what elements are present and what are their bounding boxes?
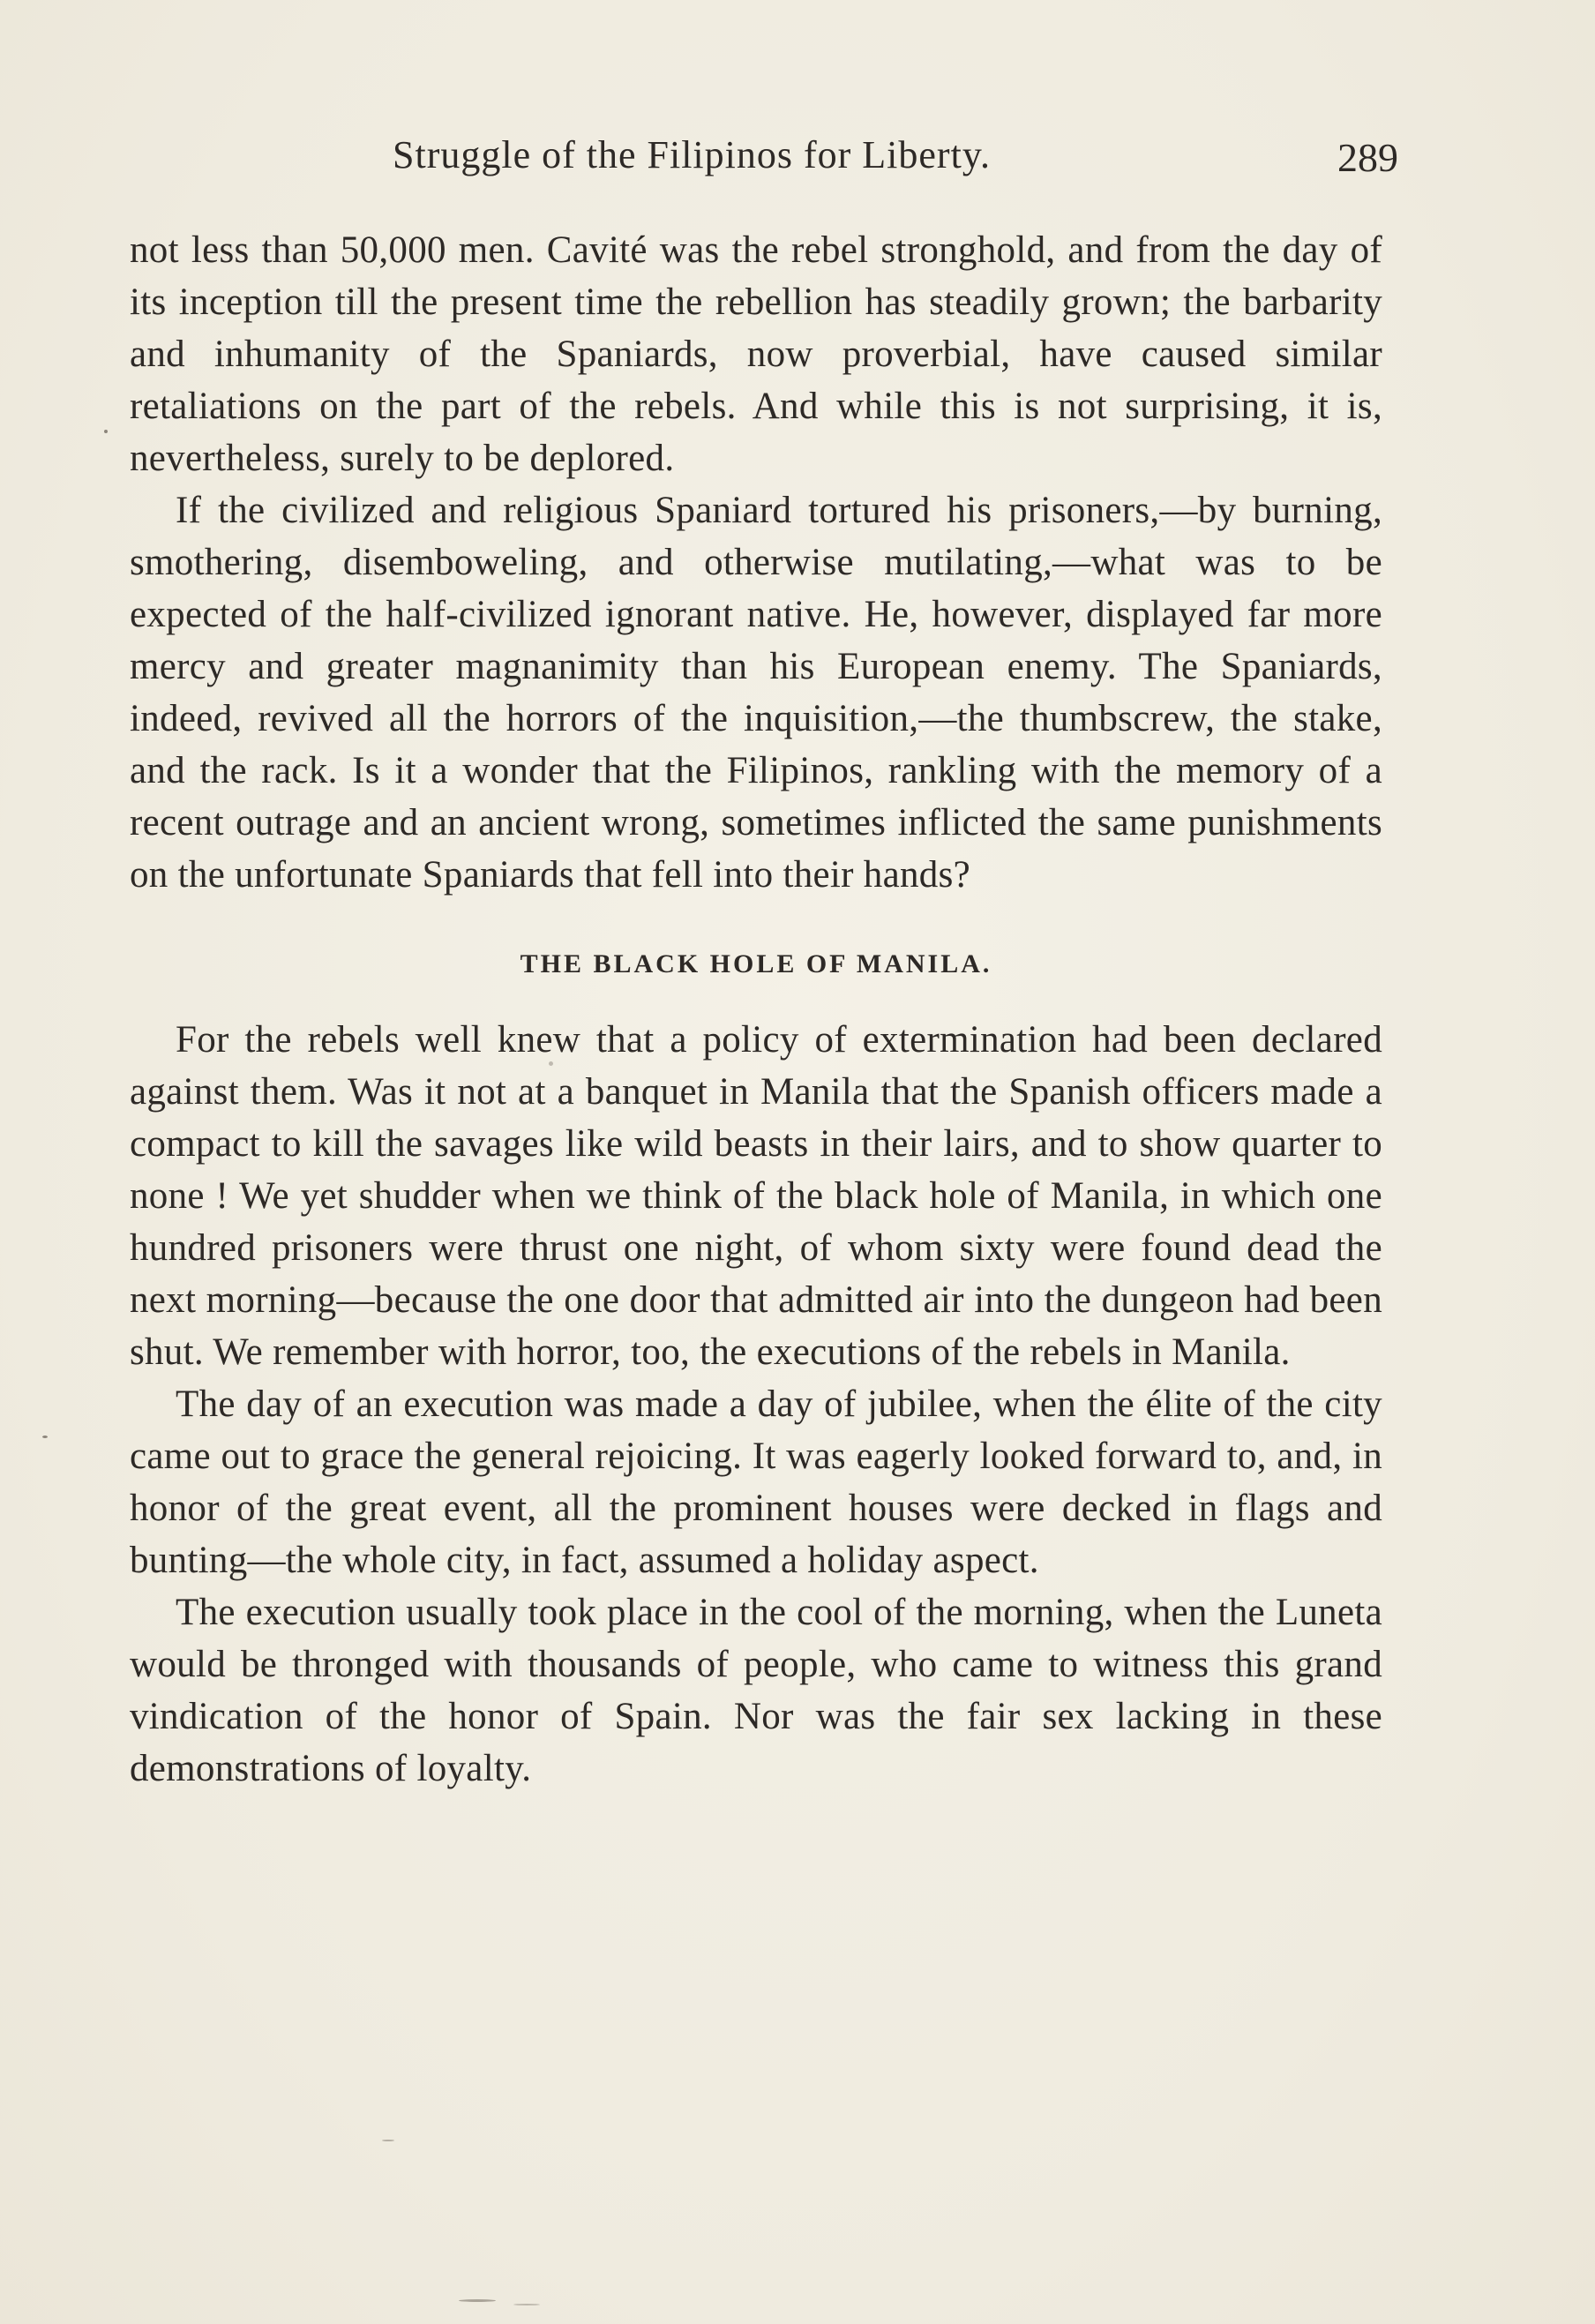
paragraph-continuation: not less than 50,000 men. Cavité was the rebel stronghold, and from the day of its inception till the present time the rebellion has steadily grown; the barbarity and inhumanity of the Spaniards, now proverbial, have caused similar retaliations on the part of the rebels. And while this is not surprising, it is, nevertheless, surely to be deplored. (130, 229, 1382, 479)
paper-speck (382, 2140, 394, 2141)
body-text (130, 224, 1382, 1795)
running-head (128, 132, 1398, 194)
paragraph-execution-day: The day of an execution was made a day of jubilee, when the élite of the city came out to grace the general rejoicing. It was eagerly looked forward to, and, in honor of the great event, all the prominent houses were decked in flags and bunting—the whole city, in fact, assumed a holiday aspect. (130, 1383, 1382, 1581)
paper-speck (104, 430, 108, 433)
paragraph-black-hole: For the rebels well knew that a policy of extermination had been declared against them. Was it not at a banquet in Manila that the Spanish officers made a compact to kill the savages like wild beasts in their lairs, and to show quarter to none ! We yet shudder when we think of the black hole of Manila, in which one hundred prisoners were thrust one night, of whom sixty were found dead the next morning—because the one door that admitted air into the dungeon had been shut. We remember with horror, too, the executions of the rebels in Manila. (130, 1019, 1382, 1373)
paragraph-torture: If the civilized and religious Spaniard tortured his prisoners,—by burning, smothering, disemboweling, and otherwise mutilating,—what was to be expected of the half-civilized ignorant native. He, however, displayed far more mercy and greater magnanimity than his European enemy. The Spaniards, indeed, revived all the horrors of the inquisition,—the thumbscrew, the stake, and the rack. Is it a wonder that the Filipinos, rankling with the memory of a recent outrage and an ancient wrong, sometimes inflicted the same punishments on the unfortunate Spaniards that fell into their hands? (130, 490, 1382, 896)
paper-speck (513, 2304, 540, 2305)
paper-speck (459, 2299, 496, 2302)
paper-speck (42, 1436, 48, 1438)
section-heading: THE BLACK HOLE OF MANILA. (520, 949, 992, 978)
running-title: Struggle of the Filipinos for Liberty. (393, 133, 991, 176)
paper-speck (549, 1061, 553, 1066)
page-number: 289 (1337, 135, 1398, 180)
paragraph-luneta: The execution usually took place in the cool of the morning, when the Luneta would be thronged with thousands of people, who came to witness this grand vindication of the honor of Spain. Nor was the fair sex lacking in these demonstrations of loyalty. (130, 1592, 1382, 1789)
